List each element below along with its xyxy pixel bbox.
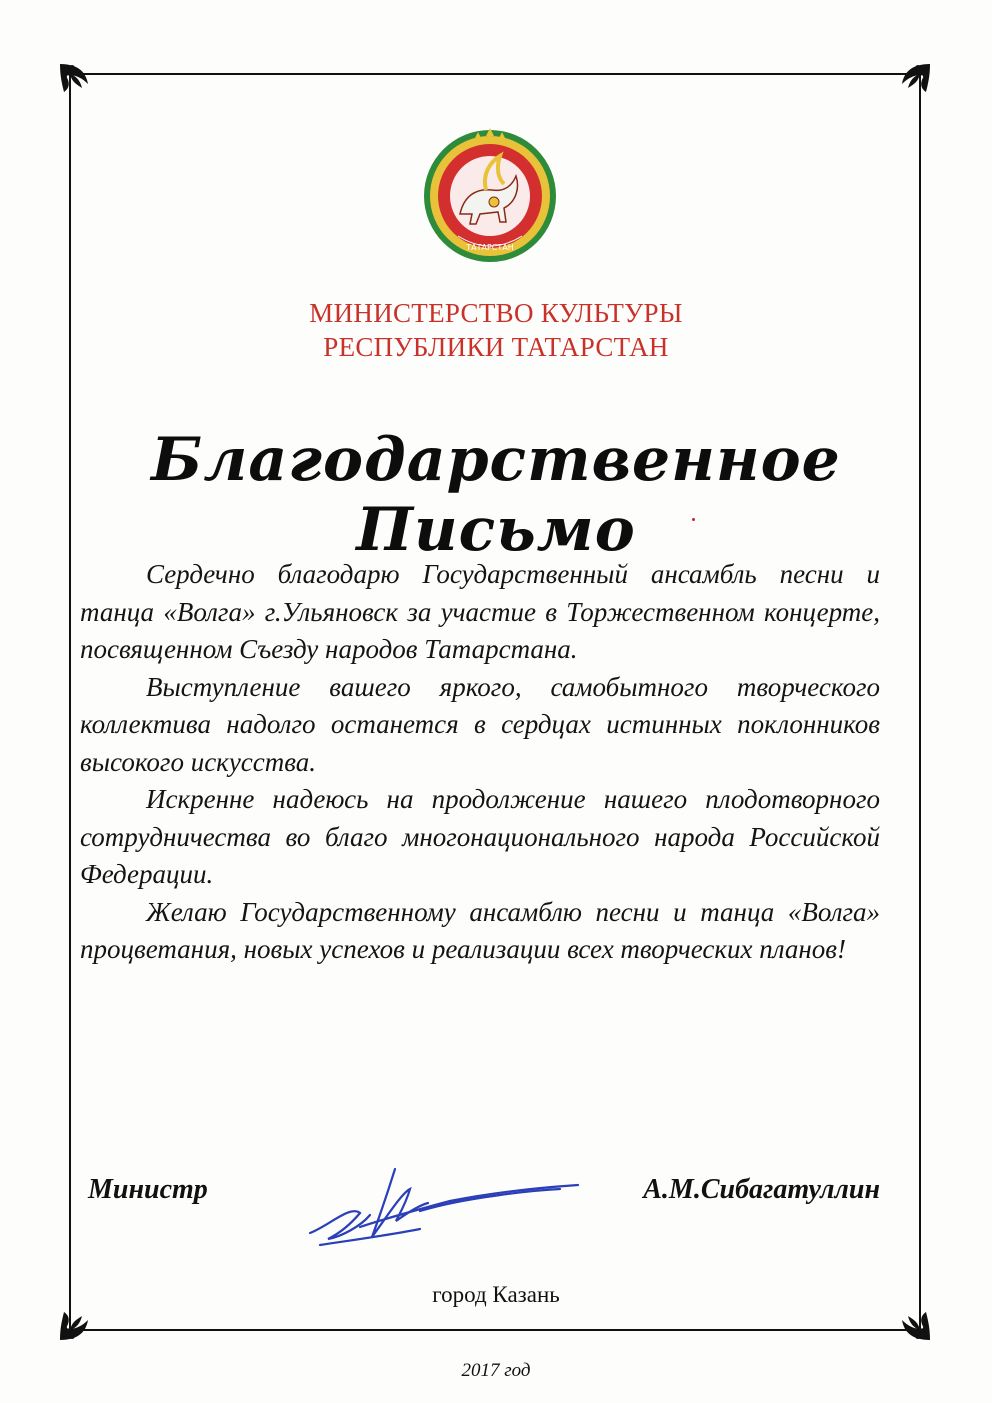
city-label: город Казань <box>432 1282 560 1307</box>
corner-ornament-icon <box>872 62 932 122</box>
decorative-dot <box>692 518 695 521</box>
body-paragraph: Искренне надеюсь на продолжение нашего плодотворного сотрудничества во благо многонационального народа Российской Федерации. <box>80 784 880 889</box>
ministry-name-line1: МИНИСТЕРСТВО КУЛЬТУРЫ <box>309 298 683 328</box>
year-label: 2017 год <box>461 1360 531 1381</box>
signer-role: Министр <box>88 1174 208 1205</box>
ministry-name-line2: РЕСПУБЛИКИ ТАТАРСТАН <box>323 332 669 362</box>
letter-body <box>80 556 880 969</box>
corner-ornament-icon <box>58 62 118 122</box>
body-paragraph: Сердечно благодарю Государственный ансамбль песни и танца «Волга» г.Ульяновск за участие в Торжественном концерте, посвященном Съезду народов Татарстана. <box>80 559 880 664</box>
document-title: Благодарственное Письмо <box>151 425 841 565</box>
signature-row <box>88 1174 888 1214</box>
signer-name: А.М.Сибагатуллин <box>643 1174 880 1205</box>
tatarstan-emblem-icon <box>420 126 560 266</box>
emblem-caption: ТАТАРСТАН <box>466 243 514 252</box>
body-paragraph: Выступление вашего яркого, самобытного творческого коллектива надолго останется в сердцах истинных поклонников высокого искусства. <box>80 671 880 777</box>
body-paragraph: Желаю Государственному ансамблю песни и танца «Волга» процветания, новых успехов и реализации всех творческих планов! <box>80 896 880 964</box>
